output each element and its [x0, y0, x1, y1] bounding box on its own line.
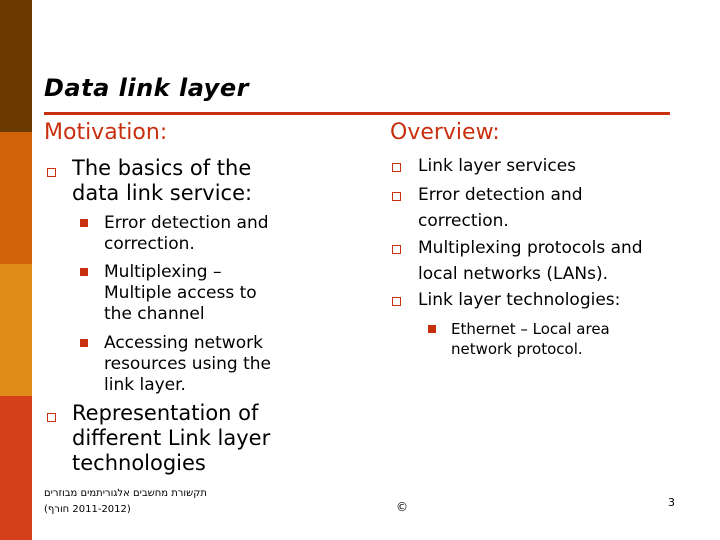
left-subbullet-2: Multiplexing – Multiple access to the channel	[104, 262, 257, 324]
right-bullet-1: Link layer services	[418, 156, 577, 176]
left-bullet-2: Representation of different Link layer technologies	[72, 401, 271, 475]
square-bullet-icon	[392, 163, 401, 172]
slide-title: Data link layer	[44, 74, 249, 102]
left-subbullet-3: Accessing network resources using the link layer.	[104, 333, 272, 395]
left-bullet-1: The basics of the data link service:	[72, 156, 253, 205]
footer-course-title: תקשורת מחשבים אלגוריתמים מבוזרים	[44, 488, 207, 499]
square-bullet-icon	[392, 245, 401, 254]
stripe-segment-red	[0, 396, 32, 540]
filled-square-bullet-icon	[80, 219, 88, 227]
copyright-symbol: ©	[396, 500, 408, 514]
footer-term: (2011-2012 חורף)	[44, 504, 131, 515]
right-bullet-2: Error detection and correction.	[418, 185, 583, 231]
title-divider	[44, 112, 670, 115]
square-bullet-icon	[392, 192, 401, 201]
stripe-segment-orange	[0, 132, 32, 264]
decorative-side-stripe	[0, 0, 32, 540]
right-bullet-3: Multiplexing protocols and local networks (LANs).	[418, 238, 643, 284]
right-column-heading: Overview:	[390, 120, 500, 145]
footer-course-info	[44, 486, 207, 518]
square-bullet-icon	[47, 413, 56, 422]
page-number: 3	[668, 496, 675, 509]
right-subbullet-1: Ethernet – Local area network protocol.	[451, 320, 610, 358]
stripe-segment-light-orange	[0, 264, 32, 396]
left-subbullet-1: Error detection and correction.	[104, 213, 269, 254]
square-bullet-icon	[392, 297, 401, 306]
square-bullet-icon	[47, 168, 56, 177]
filled-square-bullet-icon	[80, 268, 88, 276]
filled-square-bullet-icon	[428, 325, 436, 333]
left-column-heading: Motivation:	[44, 120, 168, 145]
filled-square-bullet-icon	[80, 339, 88, 347]
right-bullet-4: Link layer technologies:	[418, 290, 621, 310]
stripe-segment-brown	[0, 0, 32, 132]
